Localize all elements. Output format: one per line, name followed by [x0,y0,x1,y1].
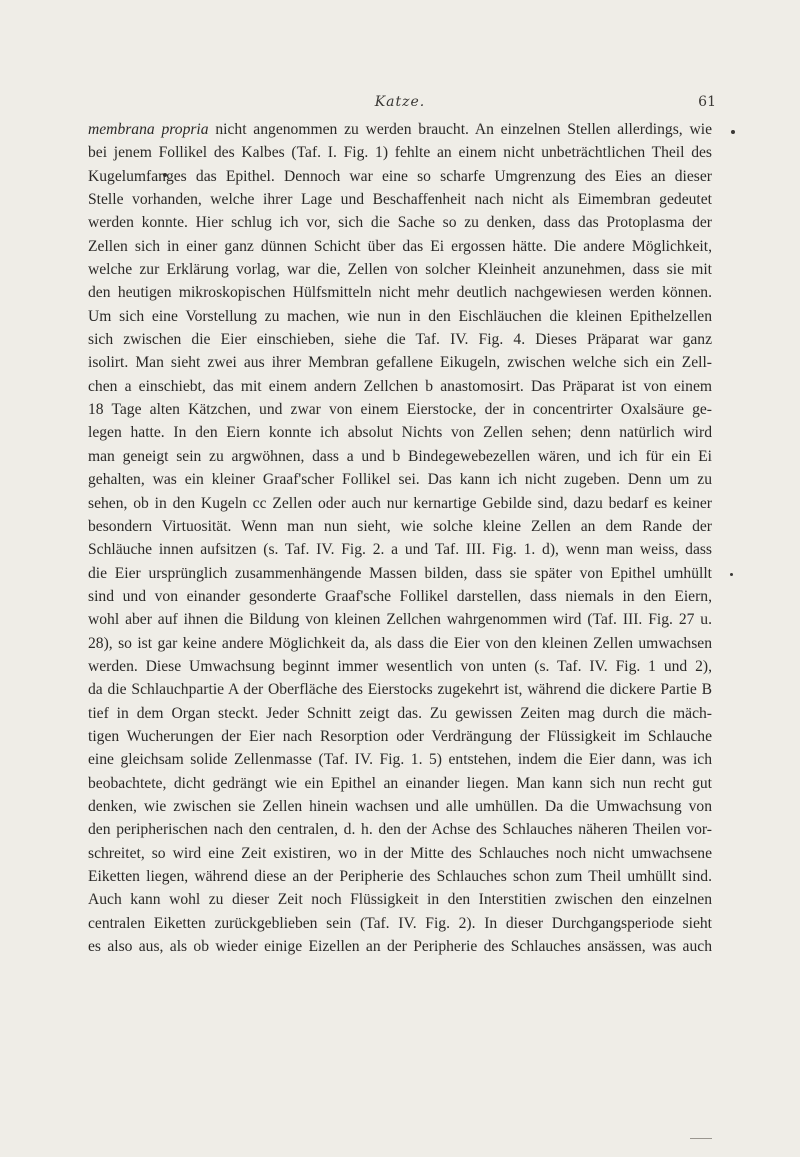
running-header [0,94,800,114]
text-line: bei jenem Follikel des Kalbes (Taf. I. Fig. 1) fehlte an einem nicht unbeträchtlichen Theil des [88,144,712,162]
body-text [88,118,712,958]
text-line: beobachtete, dicht gedrängt wie ein Epithel an einander liegen. Man kann sich nun recht gut [88,774,712,792]
text-line: Eiketten liegen, während diese an der Peripherie des Schlauches schon zum Theil umhüllt sind. [88,868,712,885]
text-line: wohl aber auf ihnen die Bildung von kleinen Zellchen wahrgenommen wird (Taf. III. Fig. 27 u. [88,611,712,629]
text-line: werden. Diese Umwachsung beginnt immer wesentlich von unten (s. Taf. IV. Fig. 1 und 2), [88,657,712,675]
text-line: welche zur Erklärung vorlag, war die, Zellen von solcher Kleinheit anzunehmen, dass sie mit [88,261,712,279]
text-line: Zellen sich in einer ganz dünnen Schicht über das Ei ergossen hätte. Die andere Möglichkeit, [88,237,712,255]
text-line: Auch kann wohl zu dieser Zeit noch Flüssigkeit in den Interstitien zwischen den einzelnen [88,891,712,909]
text-line: gehalten, was ein kleiner Graaf'scher Follikel sei. Das kann ich nicht zugeben. Denn um zu [88,471,712,489]
italic-term: membrana propria [88,121,209,138]
text-line: sehen, ob in den Kugeln cc Zellen oder auch nur kernartige Gebilde sind, dazu bedarf es keiner [88,494,712,512]
text-line: Stelle vorhanden, welche ihrer Lage und Beschaffenheit nach nicht als Eimembran gedeutet [88,191,712,209]
text-line: Schläuche innen aufsitzen (s. Taf. IV. Fig. 2. a und Taf. III. Fig. 1. d), wenn man weiss, dass [88,541,712,559]
text-line: da die Schlauchpartie A der Oberfläche des Eierstocks zugekehrt ist, während die dickere Partie B [88,681,712,699]
text-line: legen hatte. In den Eiern konnte ich absolut Nichts von Zellen sehen; denn natürlich wird [88,424,712,442]
text-line: werden konnte. Hier schlug ich vor, sich die Sache so zu denken, dass das Protoplasma der [88,214,712,232]
page-number: 61 [698,94,716,110]
text-line: eine gleichsam solide Zellenmasse (Taf. IV. Fig. 1. 5) entstehen, indem die Eier dann, was ich [88,751,712,769]
text-line: membrana propria nicht angenommen zu werden braucht. An einzelnen Stellen allerdings, wie [88,121,712,138]
text-line: isolirt. Man sieht zwei aus ihrer Membran gefallene Eikugeln, zwischen welche sich ein Zell- [88,354,712,372]
text-line: 18 Tage alten Kätzchen, und zwar von einem Eierstocke, der in concentrirter Oxalsäure ge- [88,401,712,419]
text-line: schreitet, so wird eine Zeit existiren, wo in der Mitte des Schlauches noch nicht umwachsene [88,844,712,862]
text-line: sich zwischen die Eier einschieben, siehe die Taf. IV. Fig. 4. Dieses Präparat war ganz [88,331,712,349]
text-line: chen a einschiebt, das mit einem andern Zellchen b anastomosirt. Das Präparat ist von einem [88,377,712,395]
text-line: Kugelumfanges das Epithel. Dennoch war eine so scharfe Umgrenzung des Eies an dieser [88,167,712,185]
ink-speck [730,573,733,576]
text-line: tigen Wucherungen der Eier nach Resorption oder Verdrängung der Flüssigkeit im Schlauche [88,727,712,745]
text-line: 28), so ist gar keine andere Möglichkeit da, als dass die Eier von den kleinen Zellen umwachsen [88,634,712,652]
text-line: den heutigen mikroskopischen Hülfsmitteln nicht mehr deutlich nachgewiesen werden können. [88,284,712,302]
text-line: es also aus, als ob wieder einige Eizellen an der Peripherie des Schlauches ansässen, was auch [88,938,712,956]
ink-speck [731,130,735,134]
text-line: besondern Virtuosität. Wenn man nun sieht, wie solche kleine Zellen an dem Rande der [88,517,712,535]
text-line: die Eier ursprünglich zusammenhängende Massen bilden, dass sie später von Epithel umhüllt [88,564,712,582]
text-line: tief in dem Organ steckt. Jeder Schnitt zeigt das. Zu gewissen Zeiten mag durch die mäch- [88,704,712,722]
running-title: Katze. [374,94,426,110]
text-line: sind und von einander gesonderte Graaf'sche Follikel darstellen, dass niemals in den Eiern, [88,587,712,605]
text-line: centralen Eiketten zurückgeblieben sein (Taf. IV. Fig. 2). In dieser Durchgangsperiode sieht [88,914,712,932]
text-line: man geneigt sein zu argwöhnen, dass a und b Bindegewebezellen wären, und ich für ein Ei [88,447,712,465]
bottom-rule [690,1138,712,1139]
text-line: den peripherischen nach den centralen, d. h. den der Achse des Schlauches näheren Theilen vor- [88,821,712,839]
text-line: denken, wie zwischen sie Zellen hinein wachsen und alle umhüllen. Da die Umwachsung von [88,797,712,815]
text-line: Um sich eine Vorstellung zu machen, wie nun in den Eischläuchen die kleinen Epithelzellen [88,307,712,325]
